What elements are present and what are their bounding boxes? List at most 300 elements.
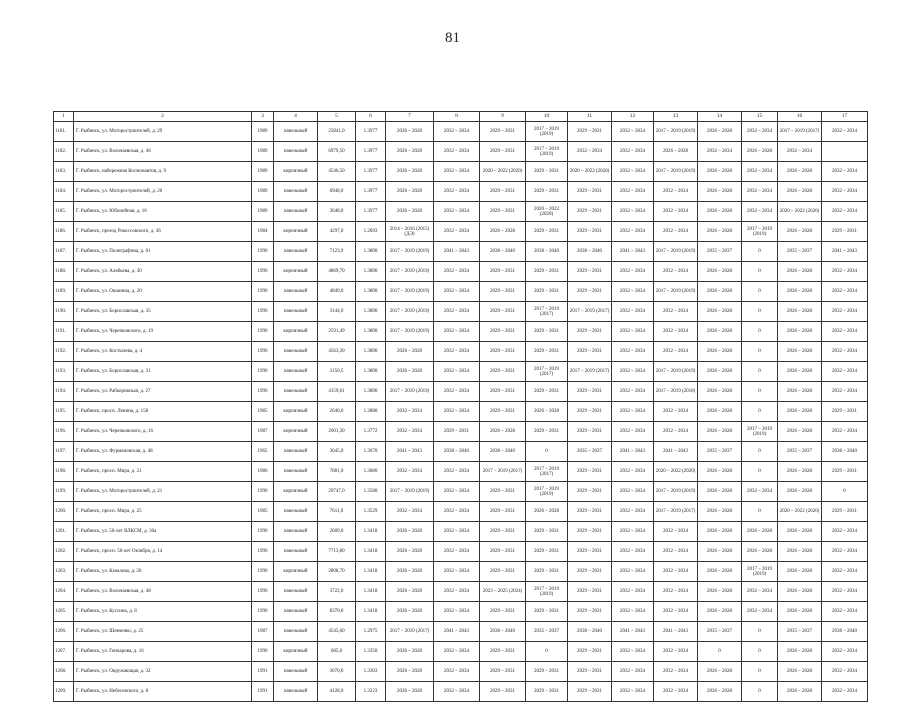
table-cell: 3045,0 [318,442,356,462]
table-cell: 2601,30 [318,422,356,442]
table-cell: кирпичный [274,482,318,502]
table-cell: 2029 – 2031 [526,682,568,702]
table-cell: 1.3800 [356,382,386,402]
table-cell: 2035 – 2037 [778,242,822,262]
table-cell: панельный [274,122,318,142]
table-cell: 2026 – 2028 [698,582,742,602]
table-cell: 1990 [252,582,274,602]
table-row [54,322,868,342]
table-row [54,462,868,482]
table-cell: 2017 – 2019 (2019) [654,242,698,262]
table-row [54,502,868,522]
table-cell: 2017 – 2019 (2019) [386,262,434,282]
table-cell: 2032 – 2034 [654,322,698,342]
table-cell: 4159,61 [318,382,356,402]
table-cell: 2026 – 2028 [698,462,742,482]
table-cell: 2029 – 2031 [526,342,568,362]
table-cell: 2032 – 2034 [654,202,698,222]
table-cell: 0 [742,662,778,682]
table-cell: 1.3800 [356,302,386,322]
table-cell: 2026 – 2028 [778,402,822,422]
table-body [54,122,868,702]
table-cell: 1990 [252,362,274,382]
table-cell: 0 [742,402,778,422]
table-cell: 2029 – 2031 [568,502,612,522]
table-cell: 0 [742,342,778,362]
table-cell: 2029 – 2031 [480,262,526,282]
address-cell: Г. Рыбинск, ул. Черепковского, д. 19 [74,322,252,342]
table-row [54,562,868,582]
table-cell: 1990 [252,602,274,622]
row-number: 1191. [54,322,74,342]
table-cell: 3150,5 [318,362,356,382]
table-cell: 2026 – 2028 [698,522,742,542]
table-cell: 1989 [252,122,274,142]
table-cell: 1.2975 [356,622,386,642]
table-cell: 2029 – 2031 [568,402,612,422]
table-cell: 2609,0 [318,522,356,542]
table-cell: 2032 – 2034 [822,682,868,702]
column-header: 15 [742,112,778,122]
table-cell: 2026 – 2028 [386,582,434,602]
table-cell: 6979,50 [318,142,356,162]
table-cell: 2032 – 2034 [654,602,698,622]
table-cell: 2026 – 2028 [386,522,434,542]
table-cell: 2017 – 2019 (2019) [654,362,698,382]
column-header: 10 [526,112,568,122]
table-cell: 2026 – 2028 [698,382,742,402]
table-row [54,522,868,542]
row-number: 1186. [54,222,74,242]
table-cell: 2032 – 2034 [612,222,654,242]
table-cell: 2032 – 2034 [654,662,698,682]
table-cell: панельный [274,522,318,542]
table-cell: 0 [742,282,778,302]
table-cell: 0 [822,482,868,502]
table-cell: 2032 – 2034 [822,382,868,402]
table-row [54,282,868,302]
table-cell: 2017 – 2019 (2019) [386,282,434,302]
table-cell: 0 [526,642,568,662]
table-cell: кирпичный [274,222,318,242]
table-cell: 2029 – 2031 [822,502,868,522]
column-header: 2 [74,112,252,122]
table-cell: 2020 – 2022 (2020) [568,162,612,182]
table-cell: 2026 – 2028 [778,482,822,502]
table-cell: кирпичный [274,562,318,582]
row-number: 1198. [54,462,74,482]
table-cell: 2029 – 2031 [568,522,612,542]
table-cell: панельный [274,242,318,262]
table-cell: 2029 – 2031 [480,122,526,142]
table-cell: 7713,80 [318,542,356,562]
table-cell: 2029 – 2031 [526,162,568,182]
table-cell: 1.3350 [356,642,386,662]
table-cell: 2017 – 2019 (2019) [526,122,568,142]
table-cell: 2017 – 2019 (2019) [742,222,778,242]
column-header: 3 [252,112,274,122]
row-number: 1205. [54,602,74,622]
table-cell: 3648,0 [318,202,356,222]
table-cell: 2017 – 2019 (2019) [526,482,568,502]
table-cell: 2032 – 2034 [654,262,698,282]
table-cell: панельный [274,142,318,162]
table-cell: 2029 – 2031 [480,662,526,682]
page-number: 81 [445,30,460,46]
table-cell: 2032 – 2034 [654,562,698,582]
table-cell: 2029 – 2031 [526,522,568,542]
table-cell: 2032 – 2034 [612,462,654,482]
table-cell: 0 [742,442,778,462]
table-cell: панельный [274,682,318,702]
table-cell: 29747,0 [318,482,356,502]
row-number: 1195. [54,402,74,422]
column-header: 6 [356,112,386,122]
table-cell: 2026 – 2028 [778,222,822,242]
row-number: 1192. [54,342,74,362]
table-cell: 2032 – 2034 [742,202,778,222]
table-cell: 0 [742,462,778,482]
table-cell: 4563,30 [318,342,356,362]
table-cell: 2029 – 2031 [526,562,568,582]
table-cell: 2032 – 2034 [612,502,654,522]
table-cell: 2029 – 2031 [568,602,612,622]
table-cell: 2032 – 2034 [612,562,654,582]
table-cell: 1.3977 [356,202,386,222]
table-cell: 2032 – 2034 [386,422,434,442]
table-cell: 2032 – 2034 [822,522,868,542]
table-cell: 2038 – 2040 [526,242,568,262]
table-row [54,402,868,422]
table-cell: 2029 – 2031 [822,222,868,242]
table-cell: панельный [274,602,318,622]
column-header: 4 [274,112,318,122]
table-cell: 2017 – 2019 (2017) [568,362,612,382]
table-header-row [54,112,868,122]
table-row [54,602,868,622]
table-cell: 1989 [252,182,274,202]
table-cell: 2029 – 2031 [526,542,568,562]
table-cell: 2029 – 2031 [568,322,612,342]
table-cell: 2032 – 2034 [612,642,654,662]
row-number: 1185. [54,202,74,222]
table-cell: 2032 – 2034 [434,262,480,282]
row-number: 1193. [54,362,74,382]
table-row [54,622,868,642]
table-cell: 1.3977 [356,162,386,182]
table-cell: 2029 – 2031 [480,542,526,562]
table-cell: 0 [742,262,778,282]
table-cell: 2029 – 2031 [480,282,526,302]
table-cell: 1.3977 [356,182,386,202]
table-cell: 2032 – 2034 [386,502,434,522]
table-cell: 2032 – 2034 [434,462,480,482]
row-number: 1182. [54,142,74,162]
table-cell: 2026 – 2028 [698,202,742,222]
table-cell: 2032 – 2034 [434,382,480,402]
table-cell: 2029 – 2031 [480,182,526,202]
table-cell: 2029 – 2031 [480,502,526,522]
table-cell: 2038 – 2040 [480,442,526,462]
table-cell: 1.3303 [356,662,386,682]
table-cell: 1990 [252,482,274,502]
table-cell: 2026 – 2028 [526,402,568,422]
table-cell: 1.3977 [356,142,386,162]
address-cell: Г. Рыбинск, ул. Волочаевская, д. 46 [74,142,252,162]
table-cell: 4869,70 [318,262,356,282]
table-cell: 2032 – 2034 [612,122,654,142]
table-cell: кирпичный [274,322,318,342]
column-header: 1 [54,112,74,122]
row-number: 1197. [54,442,74,462]
table-cell: 2032 – 2034 [434,302,480,322]
table-cell: 2032 – 2034 [778,142,822,162]
table-row [54,542,868,562]
table-row [54,662,868,682]
table-cell: 0 [698,642,742,662]
table-cell: 2020 – 2022 (2020) [654,462,698,482]
table-cell: 2032 – 2034 [434,182,480,202]
table-cell: 2032 – 2034 [434,282,480,302]
table-cell: 3070,0 [318,662,356,682]
column-header: 11 [568,112,612,122]
table-cell: 1.3418 [356,542,386,562]
table-cell: 2029 – 2031 [480,382,526,402]
table-cell: 1990 [252,382,274,402]
table-row [54,342,868,362]
table-cell: 2032 – 2034 [742,482,778,502]
table-cell: 2032 – 2034 [698,142,742,162]
table-cell: 1.2880 [356,402,386,422]
table-cell: 1965 [252,442,274,462]
table-cell: 1991 [252,662,274,682]
address-cell: Г. Рыбинск, ул. 50-лет ВЛКСМ, д. 30а [74,522,252,542]
table-cell: 2029 – 2031 [526,422,568,442]
table-cell: 2017 – 2019 (2017) [526,462,568,482]
table-cell: 2032 – 2034 [822,662,868,682]
table-cell: 1987 [252,622,274,642]
table-cell: 2017 – 2019 (2017) [654,502,698,522]
table-cell: 2032 – 2034 [822,362,868,382]
table-cell: 2029 – 2031 [480,202,526,222]
table-cell: 2041 – 2043 [654,442,698,462]
table-cell: 1.3800 [356,242,386,262]
table-cell: 2026 – 2028 [778,162,822,182]
table-cell: 2026 – 2028 [778,602,822,622]
table-cell: 2026 – 2028 [778,282,822,302]
table-cell: 4545,60 [318,622,356,642]
table-cell: 2032 – 2034 [434,562,480,582]
table-cell: 1990 [252,642,274,662]
table-cell: 2041 – 2043 [654,622,698,642]
table-cell: 2032 – 2034 [742,602,778,622]
address-cell: Г. Рыбинск, просп. Мира, д. 25 [74,502,252,522]
table-cell: 2029 – 2031 [480,302,526,322]
table-cell: 2017 – 2019 (2017) [386,622,434,642]
table-cell: 2032 – 2034 [612,602,654,622]
table-cell: 2032 – 2034 [612,302,654,322]
table-cell: панельный [274,282,318,302]
table-cell: 2032 – 2034 [434,222,480,242]
table-cell: 2032 – 2034 [612,142,654,162]
table-cell: 2032 – 2034 [612,162,654,182]
table-cell: 2032 – 2034 [612,322,654,342]
table-cell: 1990 [252,262,274,282]
table-cell: 2032 – 2034 [568,142,612,162]
table-cell: 1985 [252,502,274,522]
table-cell: 2014 – 2016 (2015) (ДЭ) [386,222,434,242]
table-cell: 2017 – 2019 (2019) [742,562,778,582]
table-cell: 7881,0 [318,462,356,482]
address-cell: Г. Рыбинск, ул. Окружающая, д. 32 [74,662,252,682]
table-cell: 2026 – 2028 [778,302,822,322]
table-cell: 2032 – 2034 [386,402,434,422]
address-cell: Г. Рыбинск, ул. Моторостроителей, д. 21 [74,482,252,502]
table-cell: 2026 – 2028 [698,342,742,362]
table-cell: 2017 – 2019 (2018) [654,382,698,402]
table-cell: 2026 – 2028 [386,682,434,702]
row-number: 1190. [54,302,74,322]
table-cell: 2029 – 2031 [480,482,526,502]
table-cell: кирпичный [274,262,318,282]
table-cell: 2026 – 2028 [778,462,822,482]
table-cell: 2032 – 2034 [434,542,480,562]
table-cell: 2041 – 2043 [612,622,654,642]
column-header: 13 [654,112,698,122]
table-cell: 3722,0 [318,582,356,602]
table-cell: 2026 – 2028 [386,162,434,182]
table-cell: 1.3772 [356,422,386,442]
column-header: 5 [318,112,356,122]
table-cell: 685,0 [318,642,356,662]
table-cell: 2017 – 2019 (2017) [568,302,612,322]
row-number: 1206. [54,622,74,642]
table-cell: 2017 – 2019 (2019) [526,582,568,602]
table-cell: 2029 – 2031 [568,342,612,362]
table-cell: 4297,0 [318,222,356,242]
table-cell: 2017 – 2019 (2019) [386,482,434,502]
table-cell: 1990 [252,302,274,322]
table-cell: 2032 – 2034 [386,462,434,482]
table-cell: 2029 – 2031 [480,142,526,162]
table-cell: 2026 – 2028 [778,322,822,342]
address-cell: Г. Рыбинск, просп. Ленина, д. 158 [74,402,252,422]
table-cell: панельный [274,442,318,462]
table-cell: 2026 – 2028 [698,162,742,182]
table-row [54,422,868,442]
table-cell: 1.3418 [356,582,386,602]
table-cell: 2026 – 2028 [778,422,822,442]
column-header: 8 [434,112,480,122]
table-cell: 0 [742,642,778,662]
table-cell: 1.3800 [356,362,386,382]
row-number: 1209. [54,682,74,702]
table-cell: 2020 – 2022 (2020) [480,162,526,182]
row-number: 1188. [54,262,74,282]
table-cell: 2026 – 2028 [698,682,742,702]
table-cell: 2026 – 2028 [698,542,742,562]
table-cell: 1.3223 [356,682,386,702]
table-cell: панельный [274,302,318,322]
table-cell: 2591,49 [318,322,356,342]
table-cell: 0 [742,502,778,522]
table-cell: 2029 – 2031 [480,362,526,382]
table-cell: 2032 – 2034 [822,562,868,582]
column-header: 9 [480,112,526,122]
table-cell: кирпичный [274,402,318,422]
table-cell: 2032 – 2034 [822,162,868,182]
table-cell: 2032 – 2034 [434,482,480,502]
table-cell: 2035 – 2037 [778,622,822,642]
table-cell: 2032 – 2034 [822,582,868,602]
table-cell: 2032 – 2034 [822,282,868,302]
table-cell: 2026 – 2028 [386,342,434,362]
table-cell: 1990 [252,322,274,342]
table-cell: 2026 – 2028 [480,222,526,242]
table-row [54,582,868,602]
table-cell: 2029 – 2031 [480,522,526,542]
table-cell: 2032 – 2034 [434,202,480,222]
table-cell: 1.3529 [356,502,386,522]
table-cell: 2026 – 2028 [698,122,742,142]
table-cell: 2026 – 2028 [386,362,434,382]
table-cell: 2041 – 2043 [612,442,654,462]
table-cell: 2032 – 2034 [434,402,480,422]
row-number: 1187. [54,242,74,262]
table-cell: 2032 – 2034 [654,342,698,362]
table-cell: 2038 – 2040 [434,442,480,462]
table-cell: 2029 – 2031 [526,262,568,282]
table-cell: 2029 – 2031 [568,662,612,682]
table-cell: 2035 – 2037 [698,442,742,462]
table-cell: 2020 – 2022 (2020) [778,502,822,522]
table-cell: 2038 – 2040 [480,622,526,642]
table-cell: 2032 – 2034 [654,522,698,542]
table-cell: 2029 – 2031 [480,402,526,422]
table-cell: 2041 – 2043 [612,242,654,262]
column-header: 7 [386,112,434,122]
table-cell: 2032 – 2034 [822,122,868,142]
table-cell: 2026 – 2028 [778,662,822,682]
table-cell: 2026 – 2028 [742,522,778,542]
table-cell: 2026 – 2028 [698,662,742,682]
table-cell: 2029 – 2031 [568,642,612,662]
table-cell: 2032 – 2034 [742,162,778,182]
address-cell: Г. Рыбинск, проезд Рокоссовского, д. 36 [74,222,252,242]
address-cell: Г. Рыбинск, просп. 50-лет Октября, д. 14 [74,542,252,562]
table-cell: 2026 – 2028 [778,542,822,562]
table-row [54,182,868,202]
table-cell: 2032 – 2034 [612,402,654,422]
table-cell: 2032 – 2034 [612,342,654,362]
table-cell: 4546,50 [318,162,356,182]
row-number: 1203. [54,562,74,582]
table-cell: 2026 – 2028 [778,382,822,402]
table-cell: 2032 – 2034 [654,402,698,422]
table-cell: 2029 – 2031 [822,402,868,422]
table-cell: 2038 – 2040 [822,442,868,462]
address-cell: Г. Рыбинск, ул. Волочаевская, д. 48 [74,582,252,602]
table-row [54,442,868,462]
table-cell: 2035 – 2037 [778,442,822,462]
table-cell: панельный [274,382,318,402]
table-cell: панельный [274,582,318,602]
table-cell: 2026 – 2028 [742,542,778,562]
table-cell: 2029 – 2031 [480,322,526,342]
table-cell: 2017 – 2019 (2017) [778,122,822,142]
table-cell: 1985 [252,402,274,422]
table-cell: 8370,0 [318,602,356,622]
